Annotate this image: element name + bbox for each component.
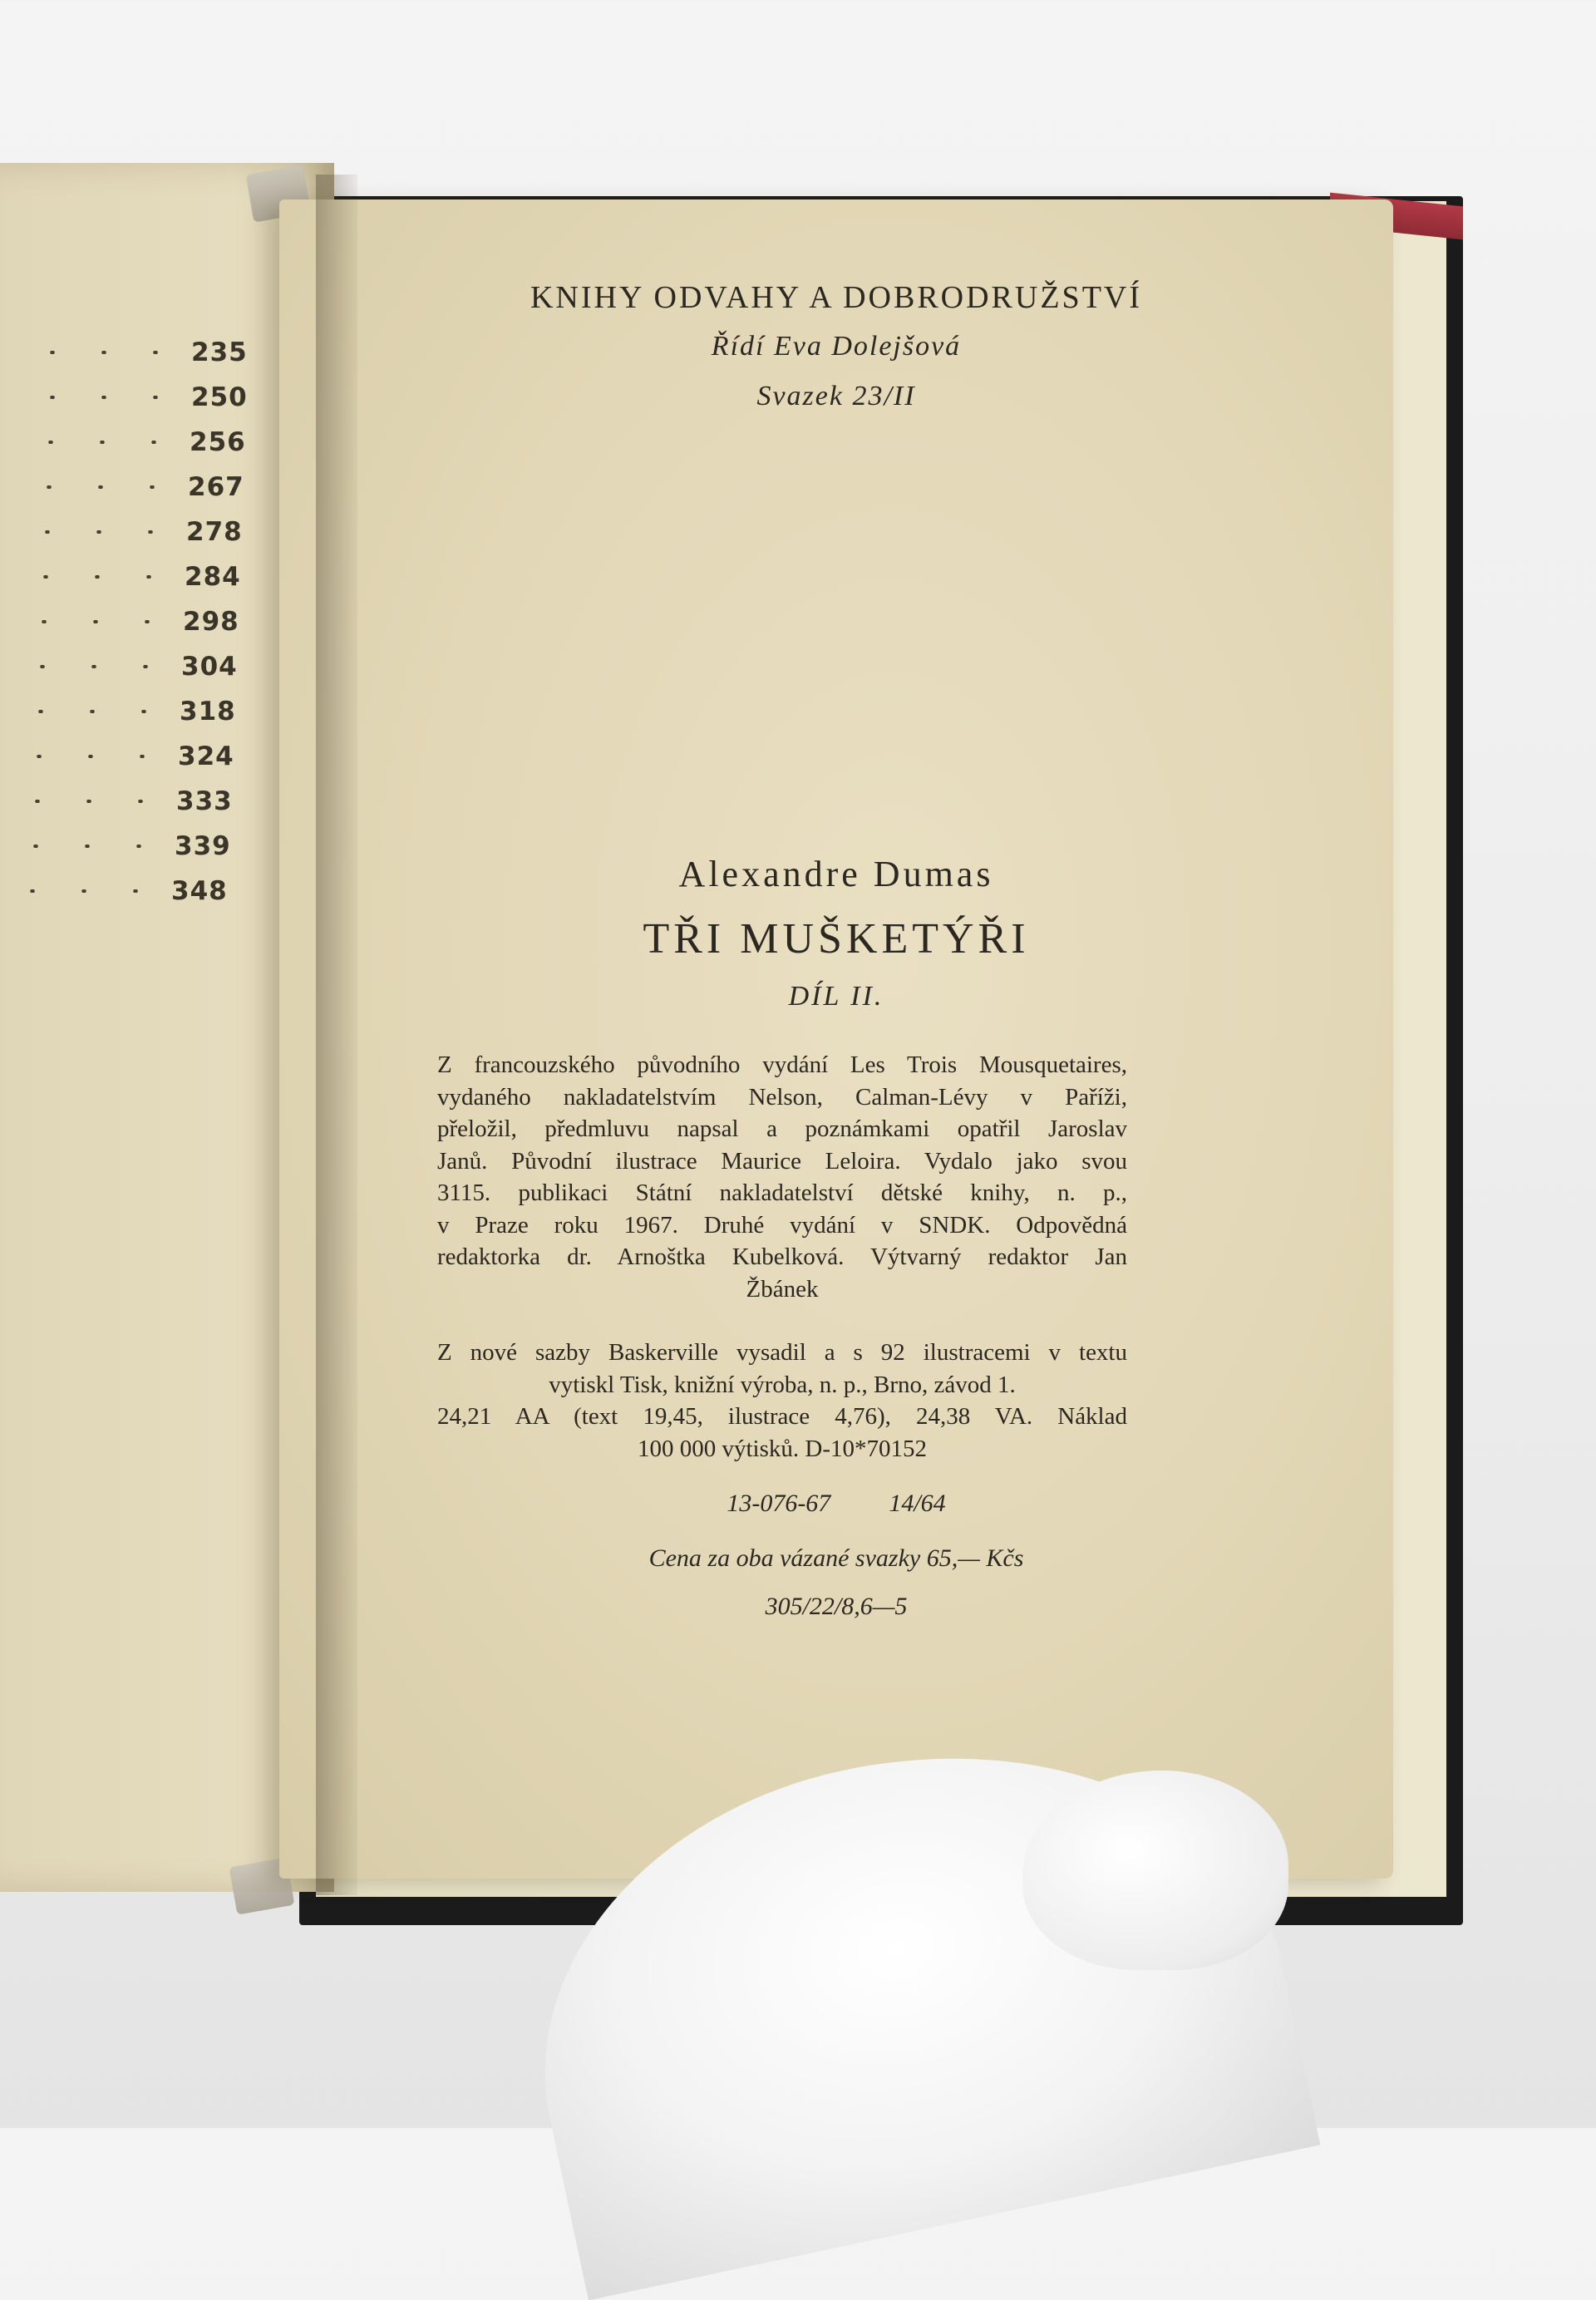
catalog-number: 305/22/8,6—5 bbox=[765, 1593, 908, 1620]
toc-page-number: 304 bbox=[181, 652, 238, 682]
toc-leader-dots bbox=[17, 396, 175, 399]
toc-page-number: 333 bbox=[176, 786, 233, 816]
colophon-line: vytiskl Tisk, knižní výroba, n. p., Brno, závod 1. bbox=[549, 1371, 1016, 1398]
book-title: TŘI MUŠKETÝŘI bbox=[643, 915, 1030, 963]
toc-leader-dots bbox=[5, 710, 163, 713]
toc-leader-dots bbox=[0, 845, 158, 848]
toc-row bbox=[7, 648, 238, 685]
toc-row bbox=[17, 334, 248, 371]
toc-page-number: 339 bbox=[175, 831, 231, 861]
toc-row bbox=[15, 424, 246, 460]
toc-page-number: 256 bbox=[190, 427, 246, 457]
author-name: Alexandre Dumas bbox=[678, 854, 994, 894]
toc-leader-dots bbox=[3, 755, 161, 758]
toc-page-number: 250 bbox=[191, 382, 248, 412]
toc-row bbox=[17, 379, 248, 416]
colophon-line: v Praze roku 1967. Druhé vydání v SNDK. Odpovědná bbox=[437, 1211, 1127, 1239]
code-right: 14/64 bbox=[889, 1490, 946, 1517]
code-left: 13-076-67 bbox=[727, 1490, 831, 1517]
toc-page-number: 235 bbox=[191, 337, 248, 367]
gutter-shadow bbox=[316, 175, 357, 1895]
colophon-line: 3115. publikaci Státní nakladatelství dětské knihy, n. p., bbox=[437, 1180, 1127, 1206]
toc-page-number: 348 bbox=[171, 876, 228, 906]
toc-page-number: 267 bbox=[188, 472, 244, 502]
series-editor: Řídí Eva Dolejšová bbox=[711, 331, 962, 362]
toc-row bbox=[13, 469, 244, 505]
toc-page-number: 284 bbox=[185, 562, 241, 592]
white-glove-thumb bbox=[1022, 1771, 1288, 1970]
toc-leader-dots bbox=[17, 351, 175, 354]
toc-page-number: 278 bbox=[186, 517, 243, 547]
toc-page-number: 298 bbox=[183, 607, 239, 637]
toc-row bbox=[0, 873, 228, 909]
toc-row bbox=[8, 603, 239, 640]
toc-leader-dots bbox=[7, 665, 165, 668]
series-title: KNIHY ODVAHY A DOBRODRUŽSTVÍ bbox=[530, 280, 1142, 315]
toc-leader-dots bbox=[13, 485, 171, 489]
toc-leader-dots bbox=[8, 620, 166, 623]
colophon-line: redaktorka dr. Arnoštka Kubelková. Výtvarný redaktor Jan bbox=[437, 1244, 1127, 1270]
toc-page-number: 324 bbox=[178, 741, 234, 771]
series-volume: Svazek 23/II bbox=[756, 381, 916, 411]
colophon-line: vydaného nakladatelstvím Nelson, Calman-Lévy v Paříži, bbox=[437, 1083, 1127, 1111]
toc-row bbox=[2, 783, 233, 820]
toc-row bbox=[12, 514, 243, 550]
toc-row bbox=[3, 738, 234, 775]
colophon-line: 100 000 výtisků. D-10*70152 bbox=[638, 1435, 927, 1462]
toc-row bbox=[5, 693, 236, 730]
colophon-line: Janů. Původní ilustrace Maurice Leloira. Vydalo jako svou bbox=[437, 1147, 1127, 1175]
colophon-line: přeložil, předmluvu napsal a poznámkami opatřil Jaroslav bbox=[437, 1116, 1127, 1142]
toc-leader-dots bbox=[15, 441, 173, 444]
toc-page-number: 318 bbox=[180, 697, 236, 726]
right-page bbox=[279, 199, 1393, 1879]
price-line: Cena za oba vázané svazky 65,— Kčs bbox=[648, 1544, 1024, 1572]
colophon-printing bbox=[437, 1337, 1127, 1465]
toc-row bbox=[10, 559, 241, 595]
colophon-line: 24,21 AA (text 19,45, ilustrace 4,76), 24,38 VA. Náklad bbox=[437, 1403, 1127, 1430]
toc-leader-dots bbox=[10, 575, 168, 579]
toc-row bbox=[0, 828, 231, 864]
colophon-credits bbox=[437, 1049, 1127, 1305]
colophon-line: Z nové sazby Baskerville vysadil a s 92 ilustracemi v textu bbox=[437, 1339, 1127, 1366]
toc-leader-dots bbox=[12, 530, 170, 534]
colophon-line: Žbánek bbox=[746, 1275, 819, 1303]
catalog-codes bbox=[279, 1490, 1393, 1518]
toc-leader-dots bbox=[0, 889, 155, 893]
toc-leader-dots bbox=[2, 800, 160, 803]
book-part: DÍL II. bbox=[788, 981, 884, 1012]
colophon-line: Z francouzského původního vydání Les Trois Mousquetaires, bbox=[437, 1051, 1127, 1078]
